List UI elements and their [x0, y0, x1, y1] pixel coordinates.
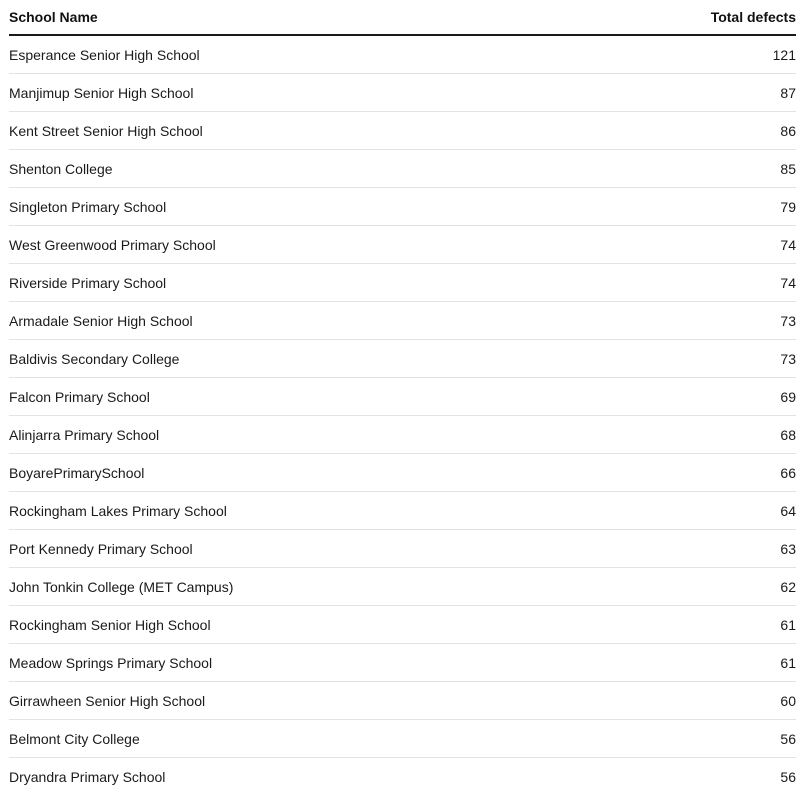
total-defects-cell: 68: [560, 416, 796, 454]
total-defects-cell: 79: [560, 188, 796, 226]
total-defects-cell: 86: [560, 112, 796, 150]
header-row: [9, 0, 796, 35]
defects-table-container: [9, 0, 796, 795]
school-name-cell: Riverside Primary School: [9, 264, 560, 302]
school-name-cell: Meadow Springs Primary School: [9, 644, 560, 682]
total-defects-cell: 74: [560, 264, 796, 302]
total-defects-cell: 121: [560, 35, 796, 74]
table-row: [9, 150, 796, 188]
school-name-cell: Girrawheen Senior High School: [9, 682, 560, 720]
school-name-cell: Port Kennedy Primary School: [9, 530, 560, 568]
table-row: [9, 340, 796, 378]
table-row: [9, 416, 796, 454]
school-name-cell: Kent Street Senior High School: [9, 112, 560, 150]
defects-table: [9, 0, 796, 795]
table-row: [9, 720, 796, 758]
table-row: [9, 530, 796, 568]
total-defects-cell: 62: [560, 568, 796, 606]
school-name-cell: West Greenwood Primary School: [9, 226, 560, 264]
column-header-school-name: School Name: [9, 0, 560, 35]
school-name-cell: Manjimup Senior High School: [9, 74, 560, 112]
school-name-cell: Rockingham Lakes Primary School: [9, 492, 560, 530]
table-row: [9, 454, 796, 492]
total-defects-cell: 61: [560, 644, 796, 682]
school-name-cell: Falcon Primary School: [9, 378, 560, 416]
school-name-cell: Esperance Senior High School: [9, 35, 560, 74]
total-defects-cell: 73: [560, 340, 796, 378]
table-row: [9, 226, 796, 264]
table-row: [9, 758, 796, 796]
table-row: [9, 188, 796, 226]
total-defects-cell: 60: [560, 682, 796, 720]
school-name-cell: Dryandra Primary School: [9, 768, 166, 785]
column-header-total-defects: Total defects: [560, 0, 796, 35]
school-name-cell: Baldivis Secondary College: [9, 340, 560, 378]
school-name-cell: Armadale Senior High School: [9, 302, 560, 340]
total-defects-cell: 61: [560, 606, 796, 644]
school-name-cell: Belmont City College: [9, 720, 560, 758]
total-defects-cell: 66: [560, 454, 796, 492]
total-defects-cell: 73: [560, 302, 796, 340]
total-defects-cell: 56: [560, 720, 796, 758]
table-body: [9, 35, 796, 795]
total-defects-cell: 63: [560, 530, 796, 568]
table-row: [9, 492, 796, 530]
table-row: [9, 74, 796, 112]
table-row: [9, 378, 796, 416]
school-name-cell: John Tonkin College (MET Campus): [9, 568, 560, 606]
total-defects-cell: 74: [560, 226, 796, 264]
school-name-cell: Rockingham Senior High School: [9, 606, 560, 644]
school-name-cell: BoyarePrimarySchool: [9, 454, 560, 492]
total-defects-cell: 64: [560, 492, 796, 530]
school-name-cell: Singleton Primary School: [9, 188, 560, 226]
total-defects-cell: 56: [780, 768, 796, 785]
total-defects-cell: 85: [560, 150, 796, 188]
total-defects-cell: 69: [560, 378, 796, 416]
table-row: [9, 35, 796, 74]
school-name-cell: Alinjarra Primary School: [9, 416, 560, 454]
table-row: [9, 682, 796, 720]
table-row: [9, 606, 796, 644]
table-header: [9, 0, 796, 35]
total-defects-cell: 87: [560, 74, 796, 112]
table-row: [9, 644, 796, 682]
table-row: [9, 568, 796, 606]
school-name-cell: Shenton College: [9, 150, 560, 188]
table-row: [9, 112, 796, 150]
table-row: [9, 264, 796, 302]
table-row: [9, 302, 796, 340]
